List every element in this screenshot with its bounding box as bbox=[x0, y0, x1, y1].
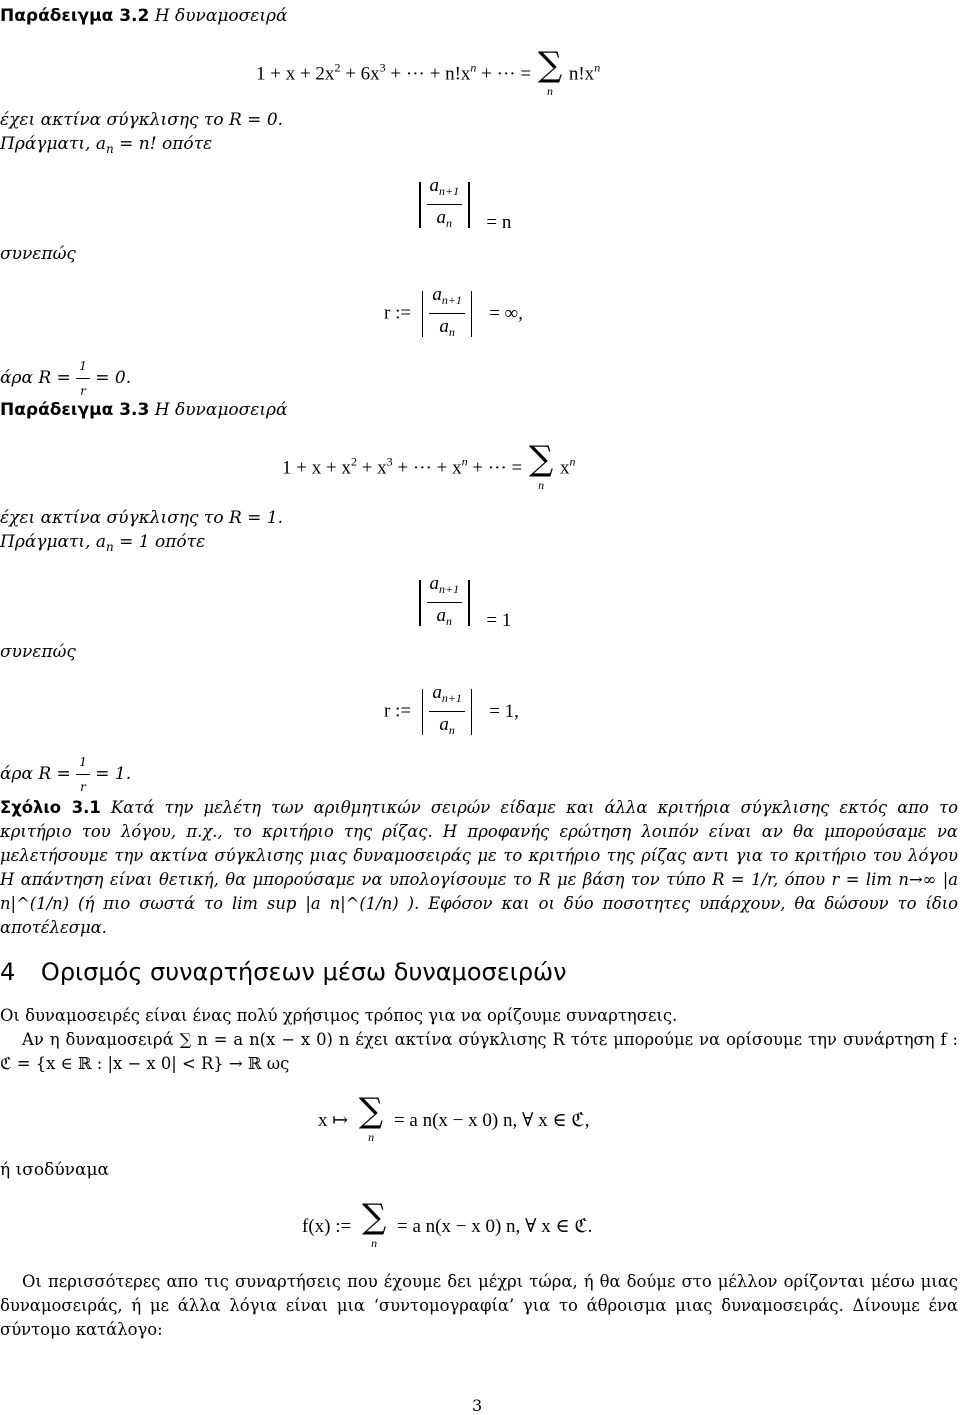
ratio-equation bbox=[413, 573, 511, 632]
a: a bbox=[432, 682, 442, 703]
sub-n: n bbox=[448, 723, 455, 737]
remark-text: Κατά την μελέτη των αριθμητικών σειρών είδαμε και άλλα κριτήρια σύγκλισης εκτός απο το κριτήριο του λόγου, π.χ., το κριτήριο της ρίζας. Η προφανής ερώτηση λοιπόν είναι αν θα μπορούσαμε να μελετήσουμε την ακτίνα σύγκλισης μιας δυναμοσειράς με το κριτήριο της ρίζας αντι για το κριτήριο του λόγου Η απάντηση είναι θετική, θα μπορούσαμε να υπολογίσουμε το R με βάση τον τύπο R = 1/r, όπου r = lim n→∞ |a n|^(1/n) (ή πιο σωστά το lim sup |a n|^(1/n) ). Εφόσον και οι δύο ποσοτητες υπάρχουν, θα δώσουν το ίδιο αποτέλεσμα. bbox=[0, 798, 959, 937]
or-equivalently: ή ισοδύναμα bbox=[0, 1160, 110, 1180]
exp-3: 3 bbox=[386, 454, 393, 469]
section-4-definition: Αν η δυναμοσειρά ∑ n = a n(x − x 0) n έχει ακτίνα σύγκλισης R τότε μπορούμε να ορίσουμε την συνάρτηση f : ℭ = {x ∈ ℝ : |x − x 0| < R} → ℝ ως bbox=[0, 1030, 958, 1073]
a: a bbox=[432, 284, 442, 305]
series-term-3: + x bbox=[356, 457, 387, 479]
page-number: 3 bbox=[472, 1396, 483, 1415]
exp-2: 2 bbox=[334, 60, 341, 75]
r-definition bbox=[384, 682, 519, 741]
sum-symbol bbox=[361, 1197, 387, 1254]
remark-label: Σχόλιο 3.1 bbox=[0, 798, 101, 817]
denominator: r bbox=[80, 384, 86, 398]
section-title: Ορισμός συναρτήσεων μέσω δυναμοσειρών bbox=[40, 958, 567, 986]
example-label: Παράδειγμα 3.3 bbox=[0, 400, 150, 420]
abs-ratio bbox=[416, 682, 479, 741]
abs-ratio bbox=[413, 175, 476, 234]
sum-symbol bbox=[358, 1091, 384, 1148]
exp-n: n bbox=[594, 60, 601, 75]
function-def-equation bbox=[302, 1197, 593, 1254]
indeed-tail: = n! οπότε bbox=[113, 134, 213, 154]
indeed-text: Πράγματι, a bbox=[0, 532, 107, 552]
numerator: 1 bbox=[76, 752, 90, 775]
series-eq: + ··· = bbox=[476, 63, 532, 85]
ratio-rhs: = 1 bbox=[486, 610, 512, 632]
exp-2: 2 bbox=[350, 454, 357, 469]
series-lhs: 1 + x + x bbox=[282, 457, 351, 479]
sub-n: n bbox=[448, 325, 455, 339]
sigma-glyph: ∑ bbox=[529, 439, 554, 479]
ara-text: άρα R = bbox=[0, 764, 71, 784]
sub-n1: n+1 bbox=[441, 293, 462, 307]
hence-label: συνεπώς bbox=[0, 642, 76, 662]
series-rhs: x bbox=[560, 457, 570, 479]
ara-text: άρα R = bbox=[0, 368, 71, 388]
sub-n1: n+1 bbox=[439, 184, 460, 198]
series-rhs: n!x bbox=[568, 63, 595, 85]
series-mid: + ··· + n!x bbox=[385, 63, 471, 85]
abs-ratio bbox=[413, 573, 476, 632]
sub-n: n bbox=[106, 142, 114, 156]
example-heading-text: Η δυναμοσειρά bbox=[149, 400, 288, 420]
sigma-glyph: ∑ bbox=[358, 1091, 384, 1131]
a: a bbox=[439, 316, 449, 337]
ara-tail: = 1. bbox=[89, 764, 132, 784]
a: a bbox=[429, 573, 439, 594]
a: a bbox=[436, 207, 447, 228]
sigma-index: n bbox=[368, 1130, 375, 1144]
series-lhs: 1 + x + 2x bbox=[256, 63, 335, 85]
abs-ratio bbox=[416, 284, 479, 343]
exp-n: n bbox=[470, 60, 477, 75]
exp-n: n bbox=[461, 454, 468, 469]
a: a bbox=[429, 175, 439, 196]
one-over-r bbox=[76, 356, 90, 401]
sum-symbol bbox=[537, 45, 563, 102]
indeed-tail: = 1 οπότε bbox=[113, 532, 206, 552]
indeed-line bbox=[0, 134, 212, 159]
def-rhs: = a n(x − x 0) n, ∀ x ∈ ℭ. bbox=[397, 1216, 593, 1237]
conclusion-line bbox=[0, 356, 131, 401]
series-3-3-equation bbox=[282, 439, 576, 496]
section-4-heading bbox=[0, 958, 567, 986]
hence-label: συνεπώς bbox=[0, 244, 76, 264]
example-3-3-heading bbox=[0, 400, 288, 420]
map-rhs: = a n(x − x 0) n, ∀ x ∈ ℭ, bbox=[393, 1110, 590, 1131]
example-label: Παράδειγμα 3.2 bbox=[0, 6, 150, 26]
r-def: r := bbox=[384, 700, 412, 722]
series-term-3: + 6x bbox=[340, 63, 380, 85]
sigma-index: n bbox=[371, 1236, 378, 1250]
sub-n1: n+1 bbox=[441, 691, 462, 705]
sigma-index: n bbox=[546, 84, 553, 98]
exp-n: n bbox=[569, 454, 576, 469]
sub-n: n bbox=[446, 216, 453, 230]
ratio-equation bbox=[413, 175, 511, 234]
sub-n1: n+1 bbox=[439, 582, 460, 596]
sub-n: n bbox=[446, 614, 453, 628]
series-mid: + ··· + x bbox=[392, 457, 462, 479]
numerator: 1 bbox=[76, 356, 90, 379]
sum-symbol bbox=[529, 439, 554, 496]
radius-statement: έχει ακτίνα σύγκλισης το R = 0. bbox=[0, 110, 284, 130]
a: a bbox=[436, 605, 447, 626]
radius-statement: έχει ακτίνα σύγκλισης το R = 1. bbox=[0, 508, 284, 528]
sigma-index: n bbox=[538, 478, 545, 492]
sub-n: n bbox=[106, 540, 114, 554]
r-definition bbox=[384, 284, 523, 343]
conclusion-line bbox=[0, 752, 131, 797]
r-def: r := bbox=[384, 302, 412, 324]
series-3-2-equation bbox=[256, 45, 601, 102]
r-rhs: = 1, bbox=[489, 700, 519, 722]
sigma-glyph: ∑ bbox=[361, 1197, 387, 1237]
exp-3: 3 bbox=[379, 60, 386, 75]
example-3-2-heading bbox=[0, 6, 288, 26]
section-4-closing: Οι περισσότερες απο τις συναρτήσεις που έχουμε δει μέχρι τώρα, ή θα δούμε στο μέλλον ορίζονται μέσω μιας δυναμοσειράς, ή με άλλα λόγια είναι μια ‘συντομογραφία’ για το άθροισμα μιας δυναμοσειράς. Δίνουμε ένα σύντομο κατάλογο: bbox=[0, 1272, 958, 1339]
ratio-rhs: = n bbox=[486, 212, 512, 234]
a: a bbox=[439, 714, 449, 735]
series-eq: + ··· = bbox=[467, 457, 523, 479]
sigma-glyph: ∑ bbox=[537, 45, 563, 85]
r-rhs: = ∞, bbox=[489, 302, 523, 324]
section-4-intro: Οι δυναμοσειρές είναι ένας πολύ χρήσιμος τρόπος για να ορίζουμε συναρτησεις. bbox=[0, 1006, 678, 1025]
map-lhs: x ↦ bbox=[318, 1110, 349, 1131]
indeed-text: Πράγματι, a bbox=[0, 134, 107, 154]
example-heading-text: Η δυναμοσειρά bbox=[149, 6, 288, 26]
section-number: 4 bbox=[0, 958, 16, 986]
one-over-r bbox=[76, 752, 90, 797]
indeed-line bbox=[0, 532, 205, 557]
remark-3-1 bbox=[0, 796, 958, 940]
def-lhs: f(x) := bbox=[302, 1216, 352, 1237]
denominator: r bbox=[80, 780, 86, 794]
function-map-equation bbox=[318, 1091, 590, 1148]
ara-tail: = 0. bbox=[89, 368, 132, 388]
